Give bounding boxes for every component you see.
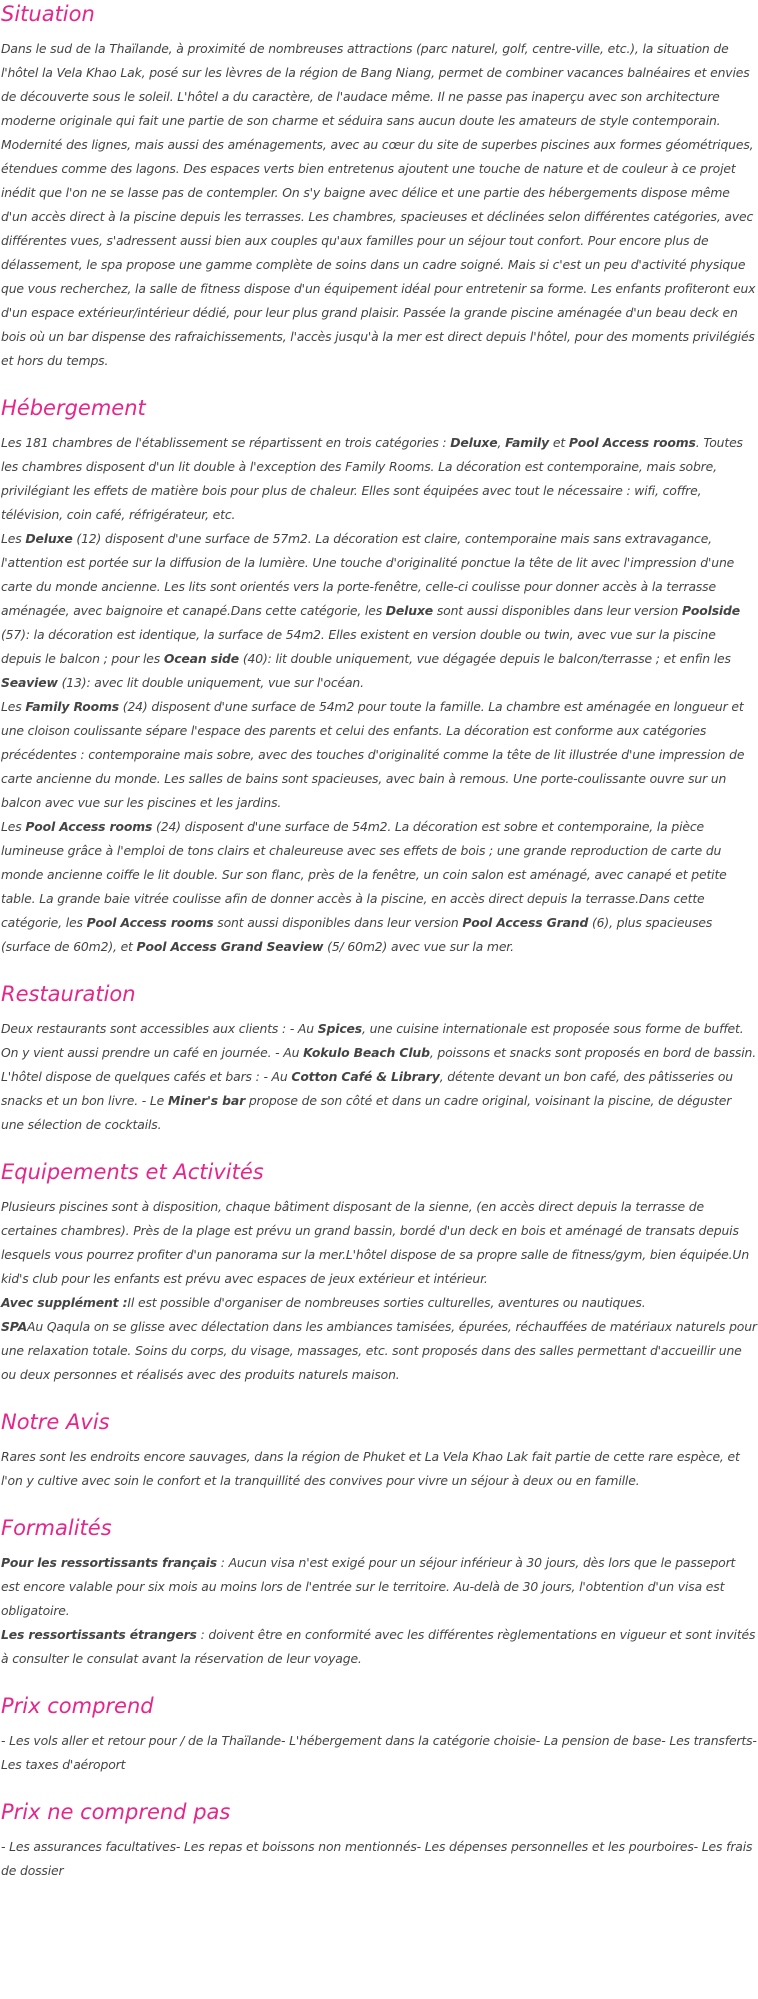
bold-text: Pool Access Grand: [462, 915, 589, 930]
body-text: (5/ 60m2) avec vue sur la mer.: [323, 939, 514, 954]
bold-text: Pool Access Grand Seaview: [136, 939, 324, 954]
section-paragraph: [1, 527, 757, 695]
body-text: Les 181 chambres de l'établissement se répartissent en trois catégories :: [1, 435, 451, 450]
bold-text: Cotton Café & Library: [291, 1069, 440, 1084]
section-title: Prix comprend: [1, 1694, 154, 1718]
bold-text: Deluxe: [450, 435, 498, 450]
body-text: Dans le sud de la Thaïlande, à proximité de nombreuses attractions (parc naturel, golf, centre-ville, etc.), la situation de l'hôtel la Vela Khao Lak, posé sur les lèvres de la région de Bang Niang, permet de combiner vacances balnéaires et envies de découverte sous le soleil. L'hôtel a du caractère, de l'audace même. Il ne passe pas inaperçu avec son architecture moderne originale qui fait une partie de son charme et séduira sans aucun doute les amateurs de style contemporain. Modernité des lignes, mais aussi des aménagements, avec au cœur du site de superbes piscines aux formes géométriques, étendues comme des lagons. Des espaces verts bien entretenus ajoutent une touche de nature et de couleur à ce projet inédit que l'on ne se lasse pas de contempler. On s'y baigne avec délice et une partie des hébergements dispose même d'un accès direct à la piscine depuis les terrasses. Les chambres, spacieuses et déclinées selon différentes catégories, avec différentes vues, s'adressent aussi bien aux couples qu'aux familles pour un séjour tout confort. Pour encore plus de délassement, le spa propose une gamme complète de soins dans un cadre soigné. Mais si c'est un peu d'activité physique que vous recherchez, la salle de fitness dispose d'un équipement idéal pour entretenir sa forme. Les enfants profiteront eux d'un espace extérieur/intérieur dédié, pour leur plus grand plaisir. Passée la grande piscine aménagée d'un beau deck en bois où un bar dispense des rafraichissements, l'accès jusqu'à la mer est direct depuis l'hôtel, pour des moments privilégiés et hors du temps.: [1, 41, 756, 368]
section-paragraph: [1, 1729, 757, 1777]
section: [1, 394, 757, 959]
body-text: . Toutes les chambres disposent d'un lit double à l'exception des Family Rooms. La décoration est contemporaine, mais sobre, privilégiant les effets de matière bois pour plus de chaleur. Elles sont équipées avec tout le nécessaire : wifi, coffre, télévision, coin café, réfrigérateur, etc.: [1, 435, 743, 522]
section-paragraph: [1, 1835, 757, 1883]
body-text: (12) disposent d'une surface de 57m2. La décoration est claire, contemporaine mais sans extravagance, l'attention est portée sur la diffusion de la lumière. Une touche d'originalité ponctue la tête de lit avec l'impression d'une carte du monde ancienne. Les lits sont orientés vers la porte-fenêtre, celle-ci coulisse pour donner accès à la terrasse aménagée, avec baignoire et canapé.Dans cette catégorie, les: [1, 531, 735, 618]
body-text: - Les assurances facultatives- Les repas et boissons non mentionnés- Les dépenses personnelles et les pourboires- Les frais de dossier: [1, 1839, 753, 1878]
bold-text: Poolside: [681, 603, 740, 618]
body-text: (40): lit double uniquement, vue dégagée depuis le balcon/terrasse ; et enfin les: [239, 651, 731, 666]
section: [1, 1408, 757, 1493]
body-text: ,: [497, 435, 506, 450]
bold-text: Pour les ressortissants français: [1, 1555, 217, 1570]
section-paragraph: [1, 1065, 757, 1137]
section-paragraph: [1, 1195, 757, 1291]
bold-text: Les ressortissants étrangers: [1, 1627, 197, 1642]
section-title: Equipements et Activités: [1, 1160, 264, 1184]
body-text: (6), plus spacieuses (surface de 60m2), et: [1, 915, 713, 954]
body-text: Plusieurs piscines sont à disposition, chaque bâtiment disposant de la sienne, (en accès direct depuis la terrasse de certaines chambres). Près de la plage est prévu un grand bassin, bordé d'un deck en bois et aménagé de transats depuis lesquels vous pourrez profiter d'un panorama sur la mer.L'hôtel dispose de sa propre salle de fitness/gym, bien équipée.Un kid's club pour les enfants est prévu avec espaces de jeux extérieur et intérieur.: [1, 1199, 750, 1286]
body-text: Les: [1, 819, 26, 834]
body-text: , une cuisine internationale est proposée sous forme de buffet. On y vient aussi prendre un café en journée. - Au: [1, 1021, 744, 1060]
body-text: Les: [1, 699, 26, 714]
section-paragraph: [1, 1291, 757, 1315]
section-title: Formalités: [1, 1516, 112, 1540]
body-text: Il est possible d'organiser de nombreuses sorties culturelles, aventures ou nautiques.: [127, 1295, 646, 1310]
bold-text: Family: [505, 435, 550, 450]
section-paragraph: [1, 1551, 757, 1623]
body-text: : Aucun visa n'est exigé pour un séjour inférieur à 30 jours, dès lors que le passeport est encore valable pour six mois au moins lors de l'entrée sur le territoire. Au-delà de 30 jours, l'obtention d'un visa est obligatoire.: [1, 1555, 736, 1618]
section-title: Hébergement: [1, 396, 146, 420]
section-paragraph: [1, 1017, 757, 1065]
body-text: , détente devant un bon café, des pâtisseries ou snacks et un bon livre. - Le: [1, 1069, 733, 1108]
bold-text: Miner's bar: [167, 1093, 246, 1108]
body-text: sont aussi disponibles dans leur version: [213, 915, 463, 930]
body-text: (57): la décoration est identique, la surface de 54m2. Elles existent en version double ou twin, avec vue sur la piscine depuis le balcon ; pour les: [1, 627, 716, 666]
body-text: propose de son côté et dans un cadre original, voisinant la piscine, de déguster une sélection de cocktails.: [1, 1093, 732, 1132]
section-paragraph: [1, 1315, 757, 1387]
bold-text: Deluxe: [25, 531, 73, 546]
bold-text: Seaview: [1, 675, 58, 690]
section-paragraph: [1, 815, 757, 959]
bold-text: Pool Access rooms: [86, 915, 214, 930]
body-text: (13): avec lit double uniquement, vue sur l'océan.: [57, 675, 364, 690]
bold-text: Ocean side: [163, 651, 240, 666]
section-title: Restauration: [1, 982, 136, 1006]
body-text: L'hôtel dispose de quelques cafés et bars : - Au: [1, 1069, 292, 1084]
section: [1, 1514, 757, 1671]
body-text: - Les vols aller et retour pour / de la Thaïlande- L'hébergement dans la catégorie choisie- La pension de base- Les transferts- Les taxes d'aéroport: [1, 1733, 757, 1772]
bold-text: Pool Access rooms: [25, 819, 153, 834]
section: [1, 1158, 757, 1387]
section: [1, 980, 757, 1137]
bold-text: Pool Access rooms: [568, 435, 696, 450]
section-paragraph: [1, 1623, 757, 1671]
body-text: Au Qaqula on se glisse avec délectation dans les ambiances tamisées, épurées, réchauffées de matériaux naturels pour une relaxation totale. Soins du corps, du visage, massages, etc. sont proposés dans des salles permettant d'accueillir une ou deux personnes et réalisés avec des produits naturels maison.: [1, 1319, 757, 1382]
section-title: Prix ne comprend pas: [1, 1800, 231, 1824]
bold-text: Deluxe: [385, 603, 434, 618]
body-text: (24) disposent d'une surface de 54m2. La décoration est sobre et contemporaine, la pièce lumineuse grâce à l'emploi de tons clairs et chaleureuse avec ses effets de bois ; une grande reproduction de carte du monde ancienne coiffe le lit double. Sur son flanc, près de la fenêtre, un coin salon est aménagé, avec canapé et petite table. La grande baie vitrée coulisse afin de donner accès à la piscine, en accès direct depuis la terrasse.Dans cette catégorie, les: [1, 819, 727, 930]
bold-text: Family Rooms: [25, 699, 119, 714]
section-paragraph: [1, 37, 757, 373]
bold-text: Avec supplément :: [1, 1295, 128, 1310]
section: [1, 1692, 757, 1777]
section: [1, 1798, 757, 1883]
body-text: (24) disposent d'une surface de 54m2 pour toute la famille. La chambre est aménagée en longueur et une cloison coulissante sépare l'espace des parents et celui des enfants. La décoration est conforme aux catégories précédentes : contemporaine mais sobre, avec des touches d'originalité comme la tête de lit illustrée d'une impression de carte ancienne du monde. Les salles de bains sont spacieuses, avec bain à remous. Une porte-coulissante ouvre sur un balcon avec vue sur les piscines et les jardins.: [1, 699, 745, 810]
body-text: : doivent être en conformité avec les différentes règlementations en vigueur et sont invités à consulter le consulat avant la réservation de leur voyage.: [1, 1627, 756, 1666]
body-text: Deux restaurants sont accessibles aux clients : - Au: [1, 1021, 318, 1036]
body-text: , poissons et snacks sont proposés en bord de bassin.: [429, 1045, 757, 1060]
section-title: Situation: [1, 2, 95, 26]
section-title: Notre Avis: [1, 1410, 110, 1434]
section-paragraph: [1, 431, 757, 527]
section: [1, 0, 757, 373]
body-text: Les: [1, 531, 26, 546]
section-paragraph: [1, 695, 757, 815]
bold-text: Spices: [317, 1021, 363, 1036]
bold-text: SPA: [1, 1319, 28, 1334]
body-text: sont aussi disponibles dans leur version: [433, 603, 682, 618]
section-paragraph: [1, 1445, 757, 1493]
body-text: et: [549, 435, 569, 450]
bold-text: Kokulo Beach Club: [303, 1045, 430, 1060]
body-text: Rares sont les endroits encore sauvages, dans la région de Phuket et La Vela Khao Lak fait partie de cette rare espèce, et l'on y cultive avec soin le confort et la tranquillité des convives pour vivre un séjour à deux ou en famille.: [1, 1449, 740, 1488]
